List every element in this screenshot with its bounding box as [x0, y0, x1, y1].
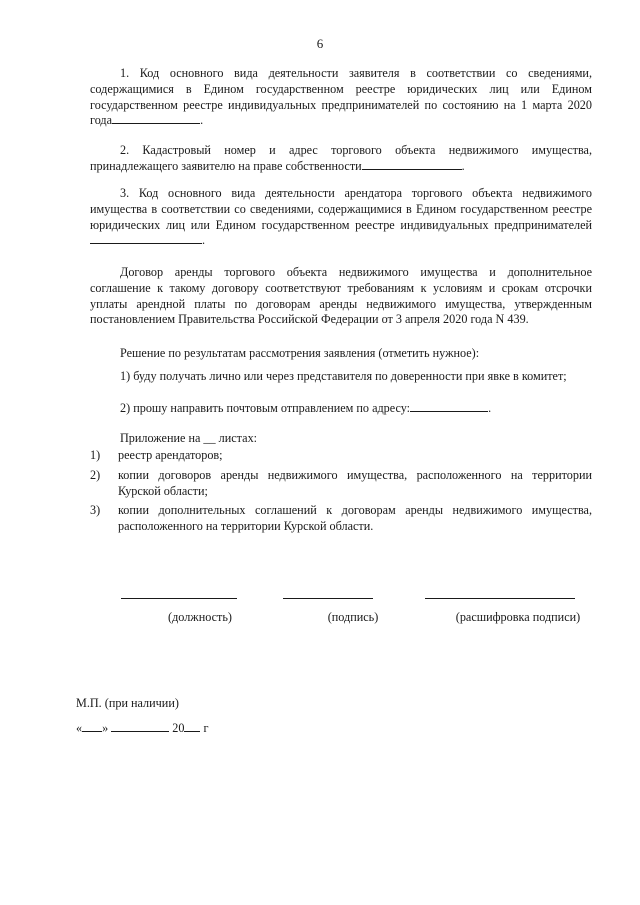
- position-label: (должность): [168, 610, 232, 624]
- decision-option-1-text: 1) буду получать лично или через представителя по доверенности при явке в комитет;: [120, 369, 567, 383]
- decision-title: Решение по результатам рассмотрения заявления (отметить нужное):: [120, 346, 480, 360]
- decision-option-1: [90, 369, 592, 385]
- decision-option-2-end: .: [488, 401, 492, 415]
- item-3-end: .: [202, 233, 206, 248]
- decoding-signature-line[interactable]: [425, 598, 575, 599]
- item-3: [90, 186, 592, 249]
- item-2-text: 2. Кадастровый номер и адрес торгового объекта недвижимого имущества, принадлежащего заявителю на праве собственности: [90, 143, 592, 173]
- item-1-blank[interactable]: [112, 113, 200, 124]
- item-2: [90, 143, 592, 175]
- date-month-blank[interactable]: [111, 721, 169, 732]
- item-1: [90, 66, 592, 129]
- item-3-blank[interactable]: [90, 233, 202, 244]
- item-2-end: .: [461, 158, 465, 173]
- contract-text: Договор аренды торгового объекта недвижимого имущества и дополнительное соглашение к такому договору соответствуют требованиям к условиям и срокам отсрочки уплаты арендной платы по договорам аренды недвижимого имущества, утвержденным постановлением Правительства Российской Федерации от 3 апреля 2020 года N 439.: [90, 265, 592, 327]
- attachment-list: [90, 448, 592, 539]
- page-number: 6: [316, 36, 324, 51]
- decision-option-2: [120, 401, 491, 417]
- date-day-blank[interactable]: [82, 721, 102, 732]
- date-year-blank[interactable]: [184, 721, 200, 732]
- stamp-label: М.П. (при наличии): [76, 696, 179, 710]
- decoding-label: (расшифровка подписи): [455, 610, 581, 624]
- item-2-blank[interactable]: [362, 159, 462, 170]
- address-blank[interactable]: [410, 401, 488, 412]
- attachment-title: Приложение на __ листах:: [120, 431, 258, 445]
- contract-paragraph: [90, 265, 592, 328]
- date-line: « » 20 г: [76, 721, 209, 735]
- signature-label: (подпись): [327, 610, 379, 624]
- signature-line[interactable]: [283, 598, 373, 599]
- list-item: 1) реестр арендаторов;: [90, 448, 223, 462]
- item-3-text: 3. Код основного вида деятельности арендатора торгового объекта недвижимого имущества в соответствии со сведениями, содержащимися в Едином государственном реестре юридических лиц или Едином государственном реестре индивидуальных предпринимателей: [90, 186, 592, 232]
- item-1-text: 1. Код основного вида деятельности заявителя в соответствии со сведениями, содержащимися в Едином государственном реестре юридических лиц или Едином государственном реестре индивидуальных предпринимателей по состоянию на 1 марта 2020 года: [90, 66, 592, 128]
- list-item: 3) копии дополнительных соглашений к договорам аренды недвижимого имущества, расположенного на территории Курской области.: [90, 503, 592, 534]
- decision-option-2-text: 2) прошу направить почтовым отправлением по адресу:: [120, 401, 411, 415]
- position-signature-line[interactable]: [121, 598, 237, 599]
- item-1-end: .: [200, 113, 204, 128]
- list-item: 2) копии договоров аренды недвижимого имущества, расположенного на территории Курской области;: [90, 467, 592, 498]
